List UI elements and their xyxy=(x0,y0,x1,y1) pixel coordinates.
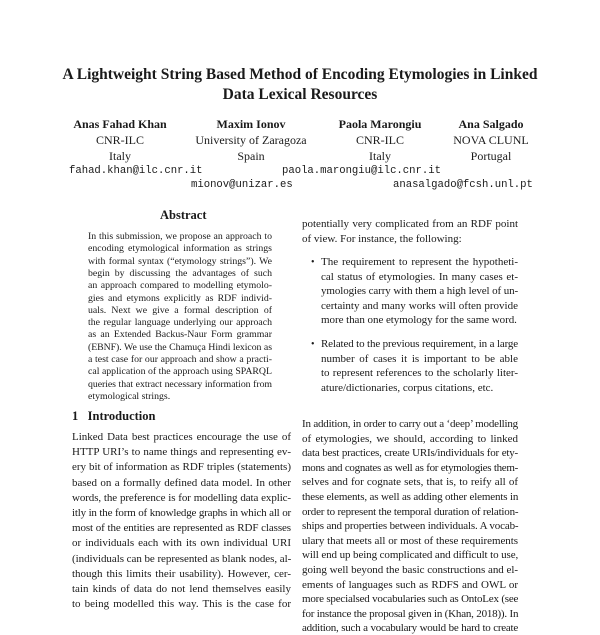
text-line: The requirement to represent the hypotheti- xyxy=(321,256,518,268)
text-line: as an Extended Backus-Naur Form grammar xyxy=(88,329,272,341)
text-line: ature/dictionaries, corpus citations, etc. xyxy=(321,381,494,394)
text-line: to represent references to the scholarly liter- xyxy=(321,367,518,380)
author-email[interactable]: fahad.khan@ilc.cnr.it xyxy=(69,165,203,177)
text-line: Linked Data best practices encourage the use of xyxy=(72,431,291,443)
text-line: of etymologies, we should, according to linked xyxy=(302,432,518,445)
text-line: begin by discussing the advantages of such xyxy=(88,267,272,279)
text-line: more than one etymology for the same word. xyxy=(321,314,517,327)
text-line: mons and cognates as well as for etymologies them- xyxy=(302,461,518,474)
author xyxy=(45,116,195,164)
author xyxy=(416,116,566,164)
text-line: going well beyond the basic constructions and el- xyxy=(302,564,518,576)
text-line: of view. For instance, the following: xyxy=(302,233,462,245)
text-line: queries that extract necessary information from xyxy=(88,378,272,390)
text-line: cal application of the approach using SPARQL xyxy=(88,366,272,378)
author-country: Spain xyxy=(237,149,265,163)
text-line: will end up being complicated and difficult to use, xyxy=(302,549,519,562)
title-line: A Lightweight String Based Method of Encoding Etymologies in Linked xyxy=(62,66,538,83)
text-line: though this limits their usability). However, cer- xyxy=(72,567,291,580)
abstract-heading: Abstract xyxy=(160,208,207,222)
text-line: most of the entities are represented as RDF classes xyxy=(72,522,291,535)
text-line: ships and properties between individuals. A vocab- xyxy=(302,520,519,533)
text-line: number of cases it is important to be able xyxy=(321,352,518,365)
text-line: gies and etymons explicitly as RDF individ- xyxy=(88,292,272,304)
section-title: Introduction xyxy=(87,409,156,423)
text-line: to being modelled this way. This is the case for xyxy=(72,598,291,611)
text-line: or individuals each with its own individual URI xyxy=(72,537,291,550)
text-line: encoding etymological information as strings xyxy=(88,243,272,255)
author-name: Maxim Ionov xyxy=(216,117,286,131)
author-country: Italy xyxy=(369,149,391,163)
text-line: data best practices, create URIs/individuals for ety- xyxy=(302,447,518,460)
text-line: with formal syntax (“etymology strings”). We xyxy=(88,255,272,267)
text-line: Related to the previous requirement, in a large xyxy=(321,338,518,350)
author-name: Anas Fahad Khan xyxy=(73,117,167,131)
text-line: words, the preference is for modelling data explic- xyxy=(72,491,291,504)
text-line: these elements, as well as adding other elements in xyxy=(302,491,519,503)
section-heading xyxy=(72,409,155,423)
text-line: more specialsed vocabularies such as OntoLex (see xyxy=(302,593,519,606)
text-line: In addition, in order to carry out a ‘deep’ modelling xyxy=(302,418,518,430)
author-country: Italy xyxy=(109,149,131,163)
author-email[interactable]: paola.marongiu@ilc.cnr.it xyxy=(282,165,441,177)
author-affiliation: CNR-ILC xyxy=(96,133,144,147)
text-line: HTTP URI’s to name things and representing ev- xyxy=(72,446,291,459)
text-line: based on a formally defined data model. In other xyxy=(72,476,291,489)
text-line: potentially very complicated from an RDF point xyxy=(302,218,518,230)
author-affiliation: NOVA CLUNL xyxy=(453,133,529,147)
author-affiliation: University of Zaragoza xyxy=(195,133,307,147)
author-email[interactable]: mionov@unizar.es xyxy=(191,179,293,191)
text-line: ulary that meets all or most of these requirements xyxy=(302,534,518,547)
text-line: ery bit of information as RDF triples (statements) xyxy=(72,461,291,474)
text-line: etymological strings. xyxy=(88,390,171,402)
author-affiliation: CNR-ILC xyxy=(356,133,404,147)
text-line: the regular language underlying our approach xyxy=(88,317,272,329)
text-line: cal status of etymologies. In many cases et- xyxy=(321,270,518,283)
text-line: selves and for cognate sets, that is, to reify all of xyxy=(302,476,518,489)
title-line: Data Lexical Resources xyxy=(222,86,378,103)
text-line: an approach compared to modelling etymolo- xyxy=(88,280,272,292)
text-line: tain kinds of data do not lend themselves easily xyxy=(72,583,291,595)
text-line: (EBNF). We use the Chamuça Hindi lexicon as xyxy=(88,341,272,353)
text-line: a test case for our approach and show a practi- xyxy=(88,354,272,365)
bullet-icon: • xyxy=(311,339,315,350)
section-number: 1 xyxy=(72,409,79,423)
author xyxy=(176,116,326,164)
text-line: uals. Next we give a formal description of xyxy=(88,304,272,316)
author-name: Paola Marongiu xyxy=(338,117,422,131)
author-email[interactable]: anasalgado@fcsh.unl.pt xyxy=(393,179,533,191)
text-line: addition, such a vocabulary would be hard to create xyxy=(302,622,518,635)
text-line: for instance the proposal given in (Khan, 2018)). In xyxy=(302,607,519,620)
text-line: (individuals can be represented as blank nodes, al- xyxy=(72,552,292,565)
text-line: order to represent the temporal duration of relation- xyxy=(302,505,519,518)
text-line: ements of languages such as RDFS and OWL or xyxy=(302,578,518,591)
bullet-icon: • xyxy=(311,257,315,268)
text-line: In this submission, we propose an approach to xyxy=(88,231,272,242)
author-name: Ana Salgado xyxy=(458,117,524,131)
text-line: certainty and many works will often provide xyxy=(321,299,518,312)
text-line: itly in the form of knowledge graphs in which all or xyxy=(72,507,291,519)
author-country: Portugal xyxy=(470,149,512,163)
text-line: ymologies carry with them a high level of un- xyxy=(321,285,519,298)
